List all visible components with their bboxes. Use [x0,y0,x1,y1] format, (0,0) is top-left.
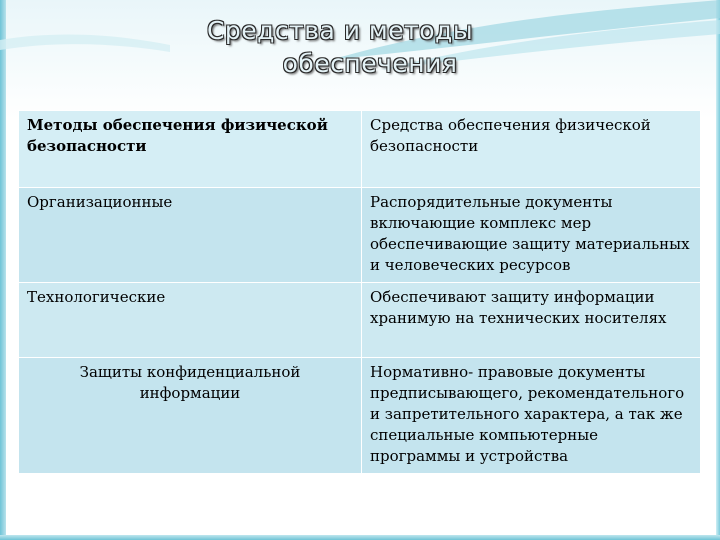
header-methods: Методы обеспечения физической безопасности [19,111,362,188]
row-method: Организационные [19,188,362,283]
table-row [19,358,701,474]
row-method: Защиты конфиденциальной информации [19,358,362,474]
table-header-row [19,111,701,188]
bottom-frame-border [0,535,720,540]
row-means: Нормативно- правовые документы предписывающего, рекомендательного и запретительного характера, а так же специальные компьютерные программы и устройства [362,358,701,474]
row-means: Обеспечивают защиту информации хранимую на технических носителях [362,283,701,358]
page-title [150,14,530,80]
title-line-1: Средства и методы [206,16,474,45]
means-methods-table [18,110,701,474]
row-method: Технологические [19,283,362,358]
title-line-2: обеспечения [282,49,458,78]
row-means: Распорядительные документы включающие комплекс мер обеспечивающие защиту материальных и человеческих ресурсов [362,188,701,283]
table-row [19,283,701,358]
table-row [19,188,701,283]
header-means: Средства обеспечения физической безопасности [362,111,701,188]
